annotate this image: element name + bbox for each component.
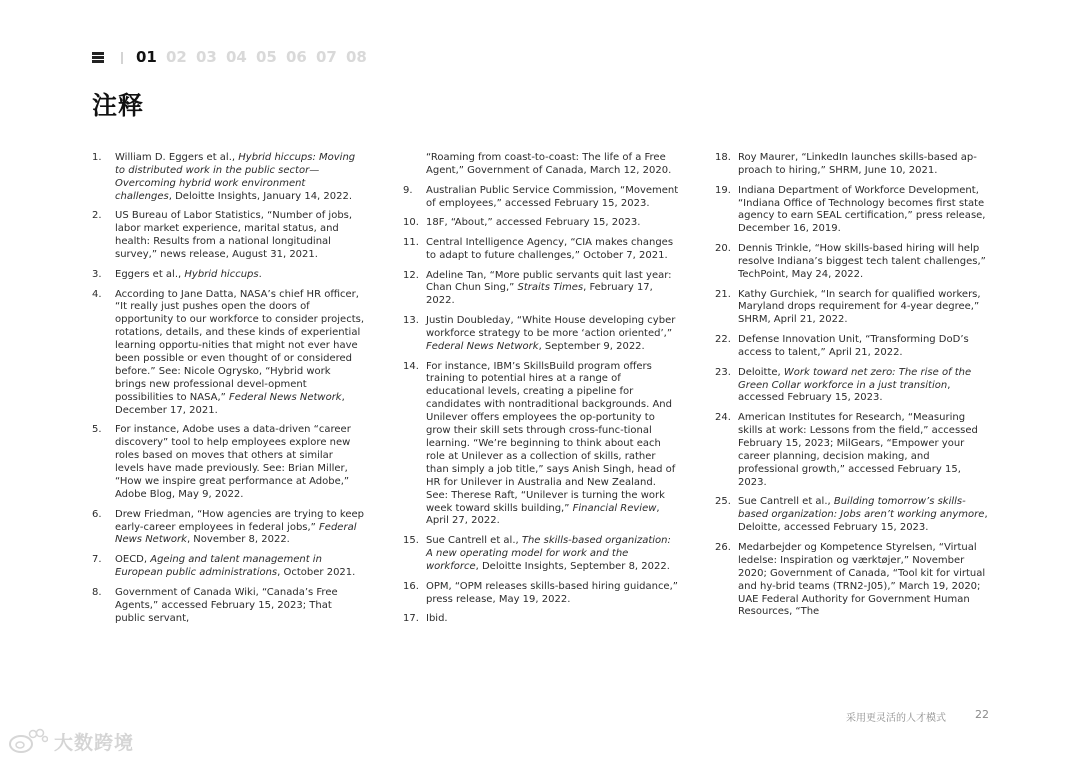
note-number: 10.: [403, 217, 419, 229]
note-number: 14.: [403, 360, 419, 372]
note-text: For instance, Adobe uses a data-driven “career discovery” tool to help employees explore new roles based on moves that others at similar levels have made previously. See: Brian Miller, “How we inspire great performance at Adobe,” Adobe Blog, May 9, 2022.: [115, 424, 351, 500]
note-number: 23.: [715, 366, 731, 378]
note-text: US Bureau of Labor Statistics, “Number of jobs, labor market experience, marital status, and health: Results from a national longitudinal survey,” news release, August 31, 2021.: [115, 210, 353, 261]
note-item: [403, 185, 679, 211]
note-text: OPM, “OPM releases skills-based hiring guidance,” press release, May 19, 2022.: [426, 580, 678, 605]
note-text: Sue Cantrell et al., Building tomorrow’s skills-based organization: Jobs aren’t working anymore, Deloitte, accessed February 15, 2023.: [738, 496, 988, 534]
tab-chapter[interactable]: 04: [226, 48, 247, 66]
note-item: [403, 535, 679, 574]
note-number: 20.: [715, 243, 731, 255]
watermark: [8, 727, 134, 755]
notes-column-2: [403, 152, 679, 633]
note-number: 7.: [92, 554, 102, 566]
chapter-tabs: [136, 47, 376, 67]
note-item: [715, 367, 991, 406]
note-number: 26.: [715, 541, 731, 553]
note-text: Roy Maurer, “LinkedIn launches skills-based ap-proach to hiring,” SHRM, June 10, 2021.: [738, 152, 977, 176]
note-text: Central Intelligence Agency, “CIA makes changes to adapt to future challenges,” October 7, 2021.: [426, 236, 674, 261]
note-text: Ibid.: [426, 613, 448, 625]
note-text: Kathy Gurchiek, “In search for qualified workers, Maryland drops requirement for 4-year degree,” SHRM, April 21, 2022.: [738, 288, 981, 326]
note-number: 15.: [403, 535, 419, 547]
note-number: 25.: [715, 496, 731, 508]
note-item: [403, 315, 679, 354]
note-item: [92, 152, 364, 204]
note-text: For instance, IBM’s SkillsBuild program offers training to potential hires at a range of educational levels, creating a pipeline for candidates with nontraditional backgrounds. And Unilever offers employees the op-portunity to grow their skill sets through cross-func-tional learning. “We’re beginning to think about each role at Unilever as a collection of skills, rather than simply a job title,” says Anish Singh, head of HR for Unilever in Australia and New Zealand. See: Therese Raft, “Unilever is turning the work week toward skills building,” Financial Review, April 27, 2022.: [426, 360, 676, 527]
notes-column-3: [715, 152, 991, 626]
note-number: 9.: [403, 184, 413, 196]
note-number: 22.: [715, 334, 731, 346]
note-number: 13.: [403, 315, 419, 327]
note-item: [715, 289, 991, 328]
note-item: [715, 334, 991, 360]
note-number: 12.: [403, 269, 419, 281]
note-text: Justin Doubleday, “White House developing cyber workforce strategy to be more ‘action oriented’,” Federal News Network, September 9, 2022.: [426, 315, 676, 352]
note-text: Government of Canada Wiki, “Canada’s Free Agents,” accessed February 15, 2023; That public servant,: [115, 586, 338, 624]
note-text: OECD, Ageing and talent management in European public administrations, October 2021.: [115, 554, 356, 579]
note-text: “Roaming from coast-to-coast: The life of a Free Agent,” Government of Canada, March 12, 2020.: [426, 152, 672, 176]
note-item: [403, 270, 679, 309]
note-number: 19.: [715, 184, 731, 196]
note-text: Defense Innovation Unit, “Transforming DoD’s access to talent,” April 21, 2022.: [738, 334, 969, 358]
note-text: William D. Eggers et al., Hybrid hiccups: Moving to distributed work in the public sector—Overcoming hybrid work environment challenges, Deloitte Insights, January 14, 2022.: [115, 152, 356, 202]
note-item: [403, 152, 679, 178]
note-text: Australian Public Service Commission, “Movement of employees,” accessed February 15, 2023.: [426, 184, 679, 209]
note-item: [403, 581, 679, 607]
tab-chapter[interactable]: 01: [136, 48, 157, 66]
page-title: 注释: [92, 91, 145, 120]
note-item: [92, 269, 364, 282]
note-text: 18F, “About,” accessed February 15, 2023.: [426, 217, 641, 229]
footer-title: 采用更灵活的人才模式: [846, 713, 946, 724]
note-text: Medarbejder og Kompetence Styrelsen, “Virtual ledelse: Inspiration og værktøjer,” November 2020; Government of Canada, “Tool kit for virtual and hy-brid teams (TRN2-J05),” March 19, 2020; UAE Federal Authority for Government Human Resources, “The: [738, 541, 986, 618]
weibo-logo-icon: [8, 727, 48, 755]
note-item: [92, 554, 364, 580]
note-item: [715, 185, 991, 237]
note-item: [403, 613, 679, 626]
note-item: [715, 496, 991, 535]
note-text: Drew Friedman, “How agencies are trying to keep early-career employees in federal jobs,” Federal News Network, November 8, 2022.: [115, 508, 364, 546]
note-number: 17.: [403, 613, 419, 625]
note-number: 6.: [92, 508, 102, 520]
note-item: [715, 542, 991, 619]
note-text: Adeline Tan, “More public servants quit last year: Chan Chun Sing,” Straits Times, February 17, 2022.: [426, 269, 672, 307]
note-number: 5.: [92, 424, 102, 436]
watermark-text: 大数跨境: [54, 731, 135, 754]
note-number: 3.: [92, 268, 102, 280]
tab-chapter[interactable]: 07: [316, 48, 337, 66]
nav-divider: [121, 52, 123, 64]
note-item: [403, 361, 679, 529]
note-number: 11.: [403, 236, 419, 248]
note-item: [403, 217, 679, 230]
note-text: American Institutes for Research, “Measuring skills at work: Lessons from the field,” accessed February 15, 2023; MilGears, “Empower your career planning, decision making, and professional growth,” accessed February 15, 2023.: [738, 412, 978, 488]
tab-chapter[interactable]: 06: [286, 48, 307, 66]
note-item: [92, 424, 364, 501]
note-number: 2.: [92, 210, 102, 222]
note-number: 1.: [92, 152, 102, 163]
tab-chapter[interactable]: 05: [256, 48, 277, 66]
note-number: 24.: [715, 412, 731, 424]
note-text: Sue Cantrell et al., The skills-based organization: A new operating model for work and the workforce, Deloitte Insights, September 8, 2022.: [426, 535, 671, 572]
note-text: Deloitte, Work toward net zero: The rise of the Green Collar workforce in a just transition, accessed February 15, 2023.: [738, 366, 972, 404]
note-number: 18.: [715, 152, 731, 163]
note-text: Indiana Department of Workforce Development, “Indiana Office of Technology becomes first state agency to earn SEAL certification,” press release, December 16, 2019.: [738, 184, 986, 235]
note-item: [92, 509, 364, 548]
note-text: Dennis Trinkle, “How skills-based hiring will help resolve Indiana’s biggest tech talent challenges,” TechPoint, May 24, 2022.: [738, 243, 986, 280]
note-text: Eggers et al., Hybrid hiccups.: [115, 268, 262, 280]
note-item: [92, 210, 364, 262]
tab-chapter[interactable]: 03: [196, 48, 217, 66]
tab-chapter[interactable]: 08: [346, 48, 367, 66]
note-number: 21.: [715, 288, 731, 300]
note-item: [715, 243, 991, 282]
menu-icon[interactable]: [92, 52, 104, 63]
tab-chapter[interactable]: 02: [166, 48, 187, 66]
note-item: [92, 289, 364, 418]
note-text: According to Jane Datta, NASA’s chief HR officer, “It really just pushes open the doors of opportunity to our workforce to consider projects, rotations, details, and these kinds of experiential learning opportu-nities that might not ever have been possible or even thought of or considered before.” See: Nicole Ogrysko, “Hybrid work brings new professional devel-opment possibilities to NASA,” Federal News Network, December 17, 2021.: [115, 288, 365, 416]
note-item: [403, 237, 679, 263]
note-number: 4.: [92, 288, 102, 300]
note-item: [92, 587, 364, 626]
note-number: 16.: [403, 580, 419, 592]
note-item: [715, 412, 991, 489]
notes-column-1: [92, 152, 364, 632]
note-number: 8.: [92, 586, 102, 598]
page-number: 22: [975, 708, 989, 721]
note-item: [715, 152, 991, 178]
